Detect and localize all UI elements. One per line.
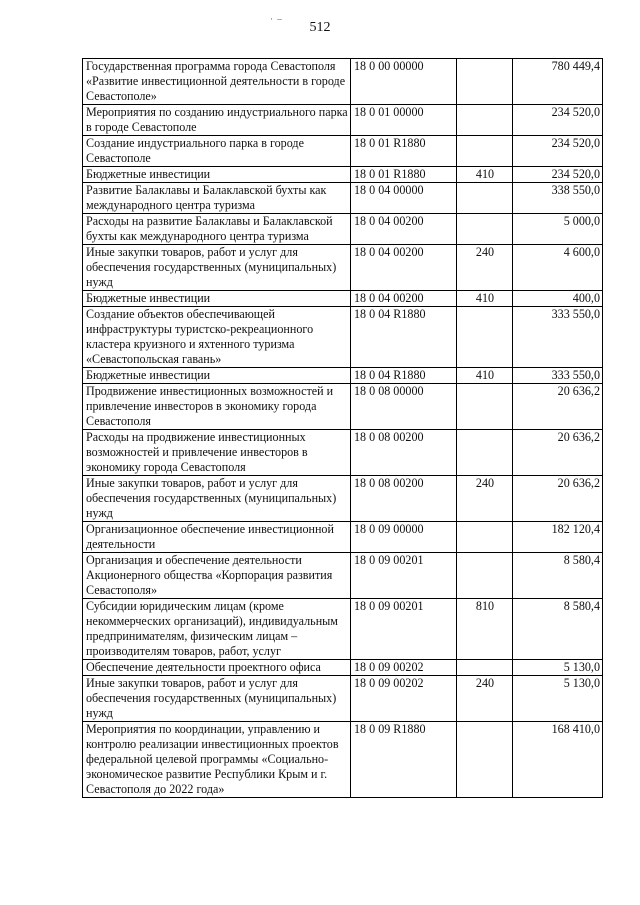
expense-type-cell (457, 307, 513, 368)
amount-cell: 8 580,4 (513, 599, 603, 660)
table-row (83, 599, 603, 660)
target-code-cell: 18 0 04 00000 (351, 183, 457, 214)
target-code-cell: 18 0 01 00000 (351, 105, 457, 136)
amount-cell: 234 520,0 (513, 105, 603, 136)
expense-type-cell (457, 553, 513, 599)
table-row (83, 167, 603, 183)
table-row (83, 476, 603, 522)
item-name-cell: Бюджетные инвестиции (83, 368, 351, 384)
budget-table-body (83, 59, 603, 798)
target-code-cell: 18 0 09 00202 (351, 660, 457, 676)
expense-type-cell: 810 (457, 599, 513, 660)
amount-cell: 780 449,4 (513, 59, 603, 105)
item-name-cell: Продвижение инвестиционных возможностей и привлечение инвесторов в экономику города Севастополя (83, 384, 351, 430)
target-code-cell: 18 0 08 00000 (351, 384, 457, 430)
target-code-cell: 18 0 04 00200 (351, 245, 457, 291)
expense-type-cell (457, 660, 513, 676)
amount-cell: 20 636,2 (513, 430, 603, 476)
expense-type-cell (457, 522, 513, 553)
item-name-cell: Организационное обеспечение инвестиционной деятельности (83, 522, 351, 553)
expense-type-cell: 240 (457, 245, 513, 291)
item-name-cell: Мероприятия по созданию индустриального парка в городе Севастополе (83, 105, 351, 136)
scan-mark: · – (270, 14, 283, 24)
expense-type-cell (457, 183, 513, 214)
amount-cell: 182 120,4 (513, 522, 603, 553)
amount-cell: 20 636,2 (513, 476, 603, 522)
item-name-cell: Иные закупки товаров, работ и услуг для обеспечения государственных (муниципальных) нужд (83, 245, 351, 291)
item-name-cell: Мероприятия по координации, управлению и контролю реализации инвестиционных проектов федеральной целевой программы «Социально-экономическое развитие Республики Крым и г. Севастополя до 2022 года» (83, 722, 351, 798)
target-code-cell: 18 0 01 R1880 (351, 136, 457, 167)
amount-cell: 400,0 (513, 291, 603, 307)
target-code-cell: 18 0 08 00200 (351, 476, 457, 522)
expense-type-cell: 240 (457, 676, 513, 722)
item-name-cell: Организация и обеспечение деятельности Акционерного общества «Корпорация развития Севастополя» (83, 553, 351, 599)
expense-type-cell: 240 (457, 476, 513, 522)
expense-type-cell (457, 430, 513, 476)
item-name-cell: Создание индустриального парка в городе Севастополе (83, 136, 351, 167)
item-name-cell: Создание объектов обеспечивающей инфраструктуры туристско-рекреационного кластера круизного и яхтенного туризма «Севастопольская гавань» (83, 307, 351, 368)
item-name-cell: Обеспечение деятельности проектного офиса (83, 660, 351, 676)
table-row (83, 307, 603, 368)
amount-cell: 5 130,0 (513, 676, 603, 722)
expense-type-cell (457, 214, 513, 245)
table-row (83, 105, 603, 136)
page-number: 512 (309, 20, 331, 35)
table-row (83, 430, 603, 476)
amount-cell: 8 580,4 (513, 553, 603, 599)
expense-type-cell (457, 136, 513, 167)
item-name-cell: Государственная программа города Севастополя «Развитие инвестиционной деятельности в городе Севастополе» (83, 59, 351, 105)
item-name-cell: Иные закупки товаров, работ и услуг для обеспечения государственных (муниципальных) нужд (83, 476, 351, 522)
amount-cell: 333 550,0 (513, 368, 603, 384)
item-name-cell: Расходы на продвижение инвестиционных возможностей и привлечение инвесторов в экономику города Севастополя (83, 430, 351, 476)
expense-type-cell: 410 (457, 368, 513, 384)
amount-cell: 333 550,0 (513, 307, 603, 368)
target-code-cell: 18 0 08 00200 (351, 430, 457, 476)
table-row (83, 676, 603, 722)
table-row (83, 183, 603, 214)
item-name-cell: Расходы на развитие Балаклавы и Балаклавской бухты как международного центра туризма (83, 214, 351, 245)
item-name-cell: Развитие Балаклавы и Балаклавской бухты как международного центра туризма (83, 183, 351, 214)
target-code-cell: 18 0 09 00202 (351, 676, 457, 722)
expense-type-cell (457, 722, 513, 798)
table-row (83, 368, 603, 384)
target-code-cell: 18 0 01 R1880 (351, 167, 457, 183)
target-code-cell: 18 0 04 00200 (351, 291, 457, 307)
expense-type-cell: 410 (457, 167, 513, 183)
target-code-cell: 18 0 09 00201 (351, 553, 457, 599)
amount-cell: 4 600,0 (513, 245, 603, 291)
table-row (83, 59, 603, 105)
amount-cell: 234 520,0 (513, 136, 603, 167)
expense-type-cell (457, 59, 513, 105)
table-row (83, 214, 603, 245)
table-row (83, 722, 603, 798)
target-code-cell: 18 0 04 R1880 (351, 368, 457, 384)
table-row (83, 553, 603, 599)
target-code-cell: 18 0 04 R1880 (351, 307, 457, 368)
budget-table (82, 58, 603, 798)
amount-cell: 20 636,2 (513, 384, 603, 430)
target-code-cell: 18 0 00 00000 (351, 59, 457, 105)
target-code-cell: 18 0 04 00200 (351, 214, 457, 245)
table-row (83, 660, 603, 676)
table-row (83, 291, 603, 307)
amount-cell: 234 520,0 (513, 167, 603, 183)
expense-type-cell: 410 (457, 291, 513, 307)
item-name-cell: Иные закупки товаров, работ и услуг для обеспечения государственных (муниципальных) нужд (83, 676, 351, 722)
target-code-cell: 18 0 09 00201 (351, 599, 457, 660)
expense-type-cell (457, 384, 513, 430)
target-code-cell: 18 0 09 R1880 (351, 722, 457, 798)
target-code-cell: 18 0 09 00000 (351, 522, 457, 553)
table-row (83, 384, 603, 430)
expense-type-cell (457, 105, 513, 136)
amount-cell: 168 410,0 (513, 722, 603, 798)
amount-cell: 5 130,0 (513, 660, 603, 676)
amount-cell: 5 000,0 (513, 214, 603, 245)
amount-cell: 338 550,0 (513, 183, 603, 214)
item-name-cell: Бюджетные инвестиции (83, 291, 351, 307)
item-name-cell: Субсидии юридическим лицам (кроме некоммерческих организаций), индивидуальным предпринимателям, физическим лицам – производителям товаров, работ, услуг (83, 599, 351, 660)
item-name-cell: Бюджетные инвестиции (83, 167, 351, 183)
table-row (83, 136, 603, 167)
table-row (83, 245, 603, 291)
table-row (83, 522, 603, 553)
